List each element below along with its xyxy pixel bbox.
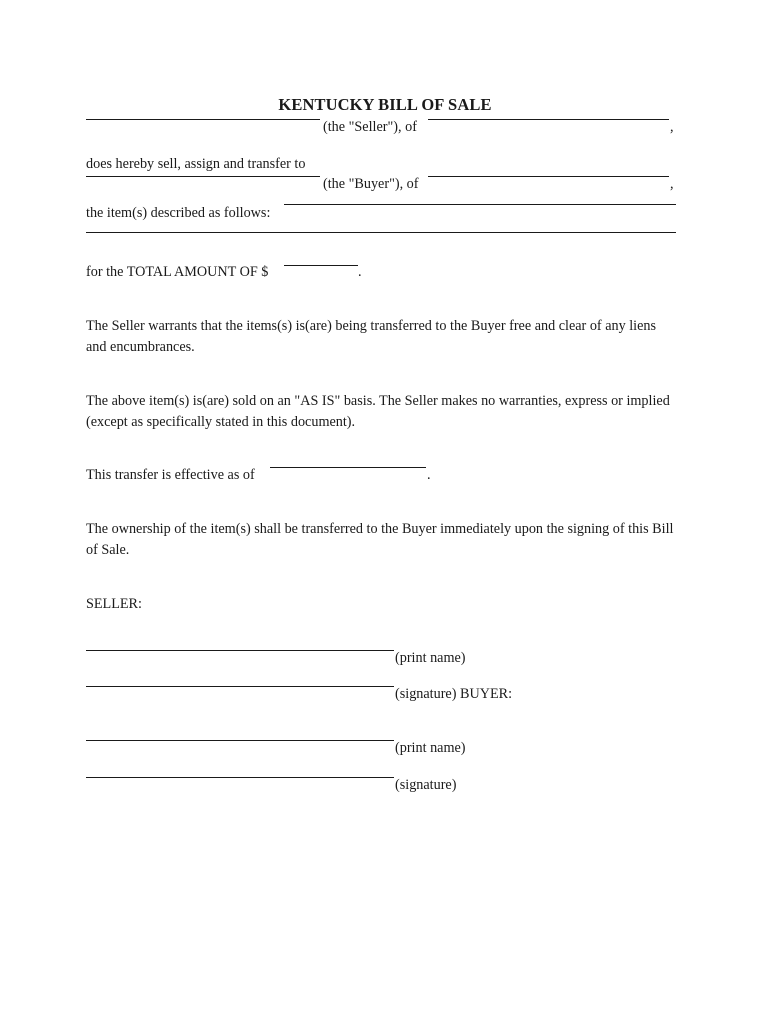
seller-label: (the "Seller"), of	[323, 119, 417, 135]
seller-print-name-blank[interactable]	[86, 650, 394, 651]
as-is-paragraph: The above item(s) is(are) sold on an "AS IS" basis. The Seller makes no warranties, express or implied (except as specifically stated in this document).	[86, 393, 670, 430]
transfer-text: does hereby sell, assign and transfer to	[86, 156, 306, 172]
buyer-signature-blank[interactable]	[86, 777, 394, 778]
buyer-print-name-label: (print name)	[395, 740, 466, 756]
buyer-address-blank[interactable]	[428, 176, 669, 177]
seller-signature-blank[interactable]	[86, 686, 394, 687]
buyer-line-comma: ,	[670, 176, 674, 192]
total-amount-blank[interactable]	[284, 265, 358, 266]
document-title: KENTUCKY BILL OF SALE	[278, 95, 492, 114]
items-description-blank-2[interactable]	[86, 232, 676, 233]
buyer-label: (the "Buyer"), of	[323, 176, 419, 192]
seller-signature-label: (signature) BUYER:	[395, 686, 513, 702]
total-amount-label: for the TOTAL AMOUNT OF $	[86, 264, 269, 280]
seller-print-name-label: (print name)	[395, 650, 466, 666]
effective-date-blank[interactable]	[270, 467, 426, 468]
buyer-print-name-blank[interactable]	[86, 740, 394, 741]
warranty-paragraph: The Seller warrants that the items(s) is(are) being transferred to the Buyer free and clear of any liens and encumbrances.	[86, 318, 657, 355]
buyer-signature-label: (signature)	[395, 777, 457, 793]
seller-address-blank[interactable]	[428, 119, 669, 120]
buyer-name-blank[interactable]	[86, 176, 320, 177]
effective-date-period: .	[427, 467, 431, 483]
total-amount-period: .	[358, 264, 362, 280]
seller-line-comma: ,	[670, 119, 674, 135]
seller-heading: SELLER:	[86, 596, 142, 612]
ownership-paragraph: The ownership of the item(s) shall be transferred to the Buyer immediately upon the signing of this Bill of Sale.	[86, 521, 674, 558]
effective-date-label: This transfer is effective as of	[86, 467, 255, 483]
items-description-blank-1[interactable]	[284, 204, 676, 205]
seller-name-blank[interactable]	[86, 119, 320, 120]
items-label: the item(s) described as follows:	[86, 205, 271, 221]
